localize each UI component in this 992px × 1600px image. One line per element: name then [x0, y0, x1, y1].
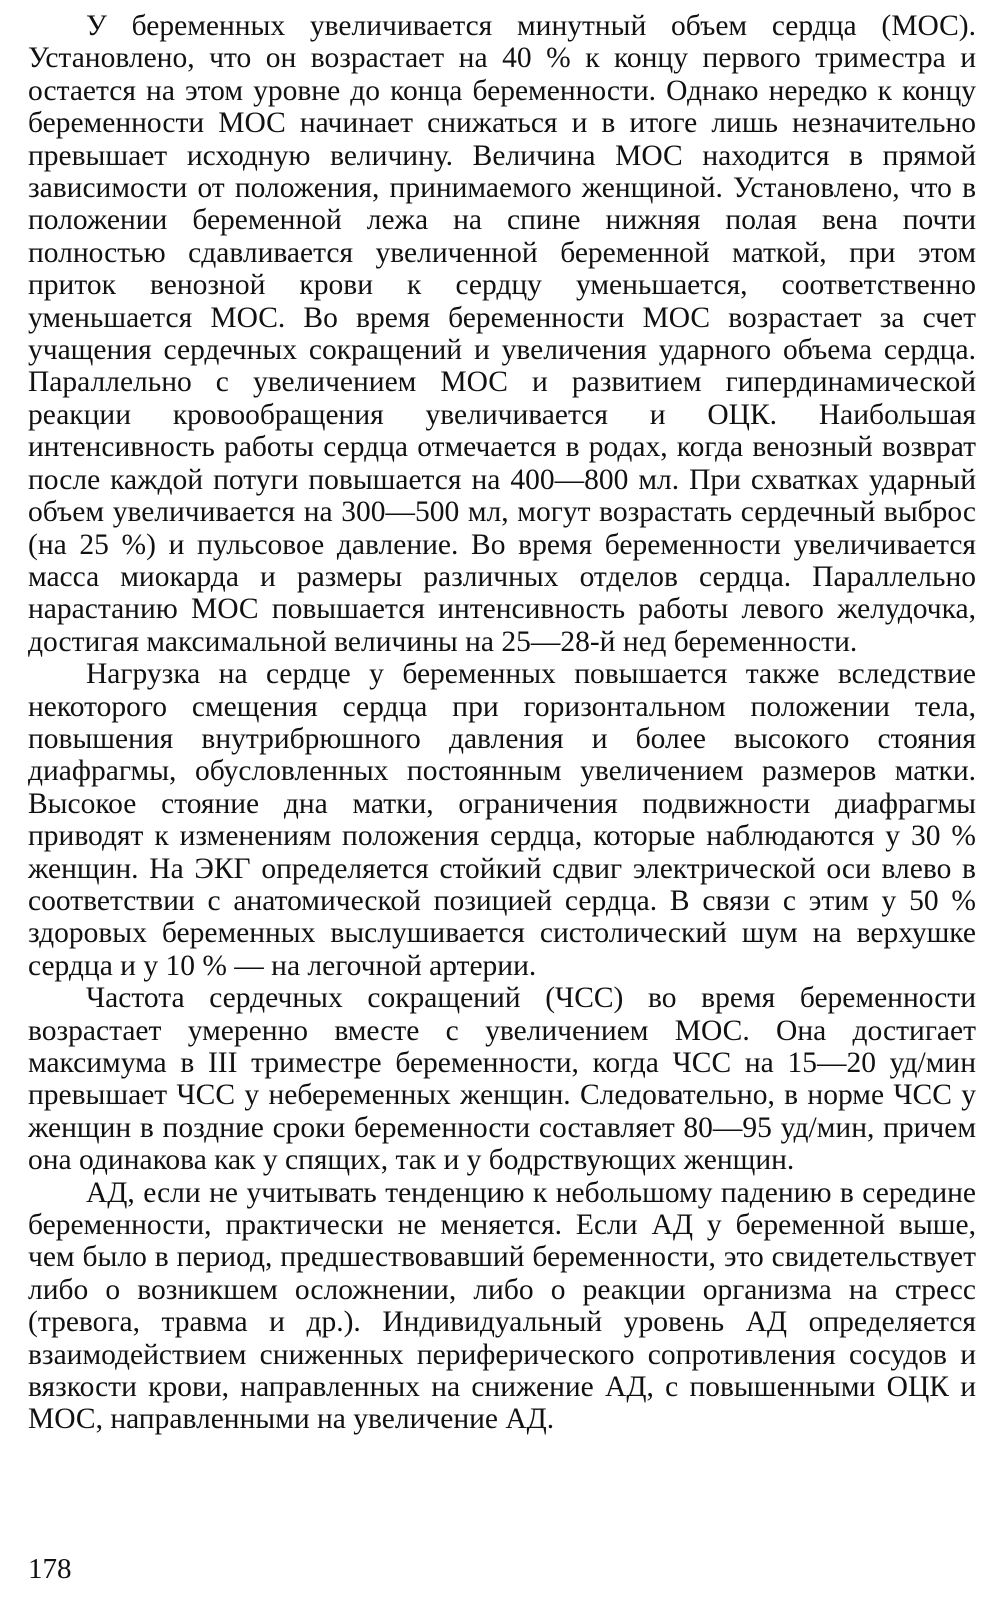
- paragraph-heart-load: Нагрузка на сердце у беременных повышается также вследствие некоторого смещения сердца при горизонтальном положении тела, повышения внутрибрюшного давления и более высокого стояния диафрагмы, обусловленных постоянным увеличением размеров матки. Высокое стояние дна матки, ограничения подвижности диафрагмы приводят к изменениям положения сердца, которые наблюдаются у 30 % женщин. На ЭКГ определяется стойкий сдвиг электрической оси влево в соответствии с анатомической позицией сердца. В связи с этим у 50 % здоровых беременных выслушивается систолический шум на верхушке сердца и у 10 % — на легочной артерии.: [28, 658, 976, 982]
- paragraph-cardiac-output: У беременных увеличивается минутный объем сердца (МОС). Установлено, что он возрастает на 40 % к концу первого триместра и остается на этом уровне до конца беременности. Однако нередко к концу беременности МОС начинает снижаться и в итоге лишь незначительно превышает исходную величину. Величина МОС находится в прямой зависимости от положения, принимаемого женщиной. Установлено, что в положении беременной лежа на спине нижняя полая вена почти полностью сдавливается увеличенной беременной маткой, при этом приток венозной крови к сердцу уменьшается, соответственно уменьшается МОС. Во время беременности МОС возрастает за счет учащения сердечных сокращений и увеличения ударного объема сердца. Параллельно с увеличением МОС и развитием гипердинамической реакции кровообращения увеличивается и ОЦК. Наибольшая интенсивность работы сердца отмечается в родах, когда венозный возврат после каждой потуги повышается на 400—800 мл. При схватках ударный объем увеличивается на 300—500 мл, могут возрастать сердечный выброс (на 25 %) и пульсовое давление. Во время беременности увеличивается масса миокарда и размеры различных отделов сердца. Параллельно нарастанию МОС повышается интенсивность работы левого желудочка, достигая максимальной величины на 25—28-й нед беременности.: [28, 10, 976, 658]
- book-page: [28, 10, 976, 1590]
- body-text: [28, 10, 976, 1436]
- page-number: 178: [28, 1553, 72, 1585]
- paragraph-heart-rate: Частота сердечных сокращений (ЧСС) во время беременности возрастает умеренно вместе с увеличением МОС. Она достигает максимума в III триместре беременности, когда ЧСС на 15—20 уд/мин превышает ЧСС у небеременных женщин. Следовательно, в норме ЧСС у женщин в поздние сроки беременности составляет 80—95 уд/мин, причем она одинакова как у спящих, так и у бодрствующих женщин.: [28, 982, 976, 1177]
- paragraph-blood-pressure: АД, если не учитывать тенденцию к небольшому падению в середине беременности, практически не меняется. Если АД у беременной выше, чем было в период, предшествовавший беременности, это свидетельствует либо о возникшем осложнении, либо о реакции организма на стресс (тревога, травма и др.). Индивидуальный уровень АД определяется взаимодействием сниженных периферического сопротивления сосудов и вязкости крови, направленных на снижение АД, с повышенными ОЦК и МОС, направленными на увеличение АД.: [28, 1176, 976, 1436]
